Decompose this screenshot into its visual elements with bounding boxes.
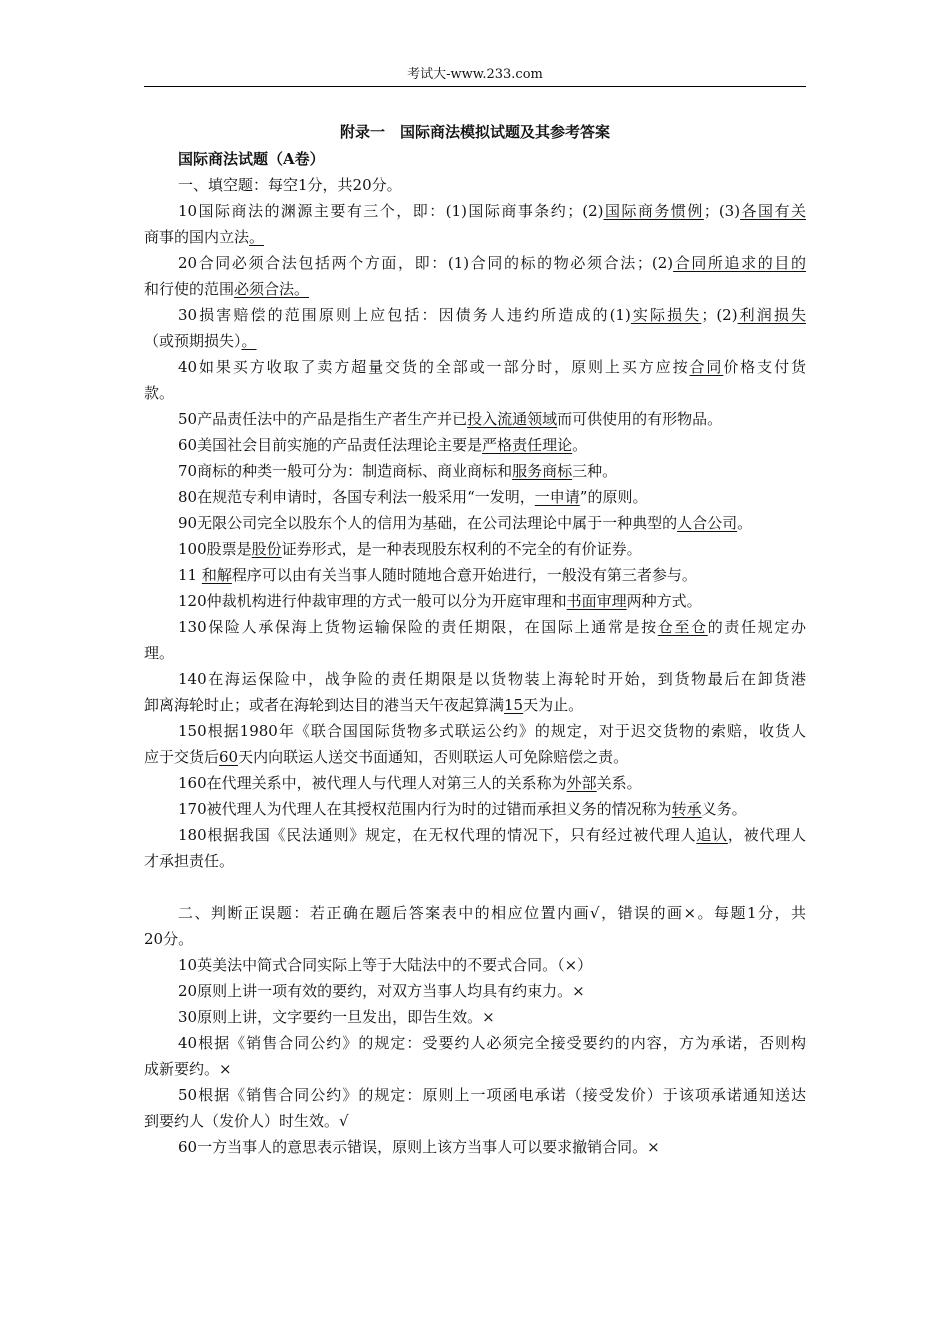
answer-text: 实际损失 xyxy=(630,306,702,324)
question-text: 应于交货后 xyxy=(144,748,220,766)
question-line-1 xyxy=(144,1004,806,1030)
question-text: 关系。 xyxy=(596,774,642,792)
question-line-2 xyxy=(144,224,806,250)
question-item xyxy=(144,484,806,510)
question-text: 天内向联运人送交书面通知，否则联运人可免除赔偿之责。 xyxy=(238,748,629,766)
question-line-1 xyxy=(144,952,806,978)
question-item xyxy=(144,198,806,250)
question-text: 10国际商法的渊源主要有三个，即：(1)国际商事条约；(2) xyxy=(178,202,604,220)
question-text: 40根据《销售合同公约》的规定：受要约人必须完全接受要约的内容，方为承诺，否则构 xyxy=(178,1034,806,1052)
section-1-heading: 一、填空题：每空1分，共20分。 xyxy=(178,176,402,194)
question-line-2 xyxy=(144,328,806,354)
question-line-1 xyxy=(144,796,806,822)
question-item xyxy=(144,510,806,536)
question-text: 130保险人承保海上货物运输保险的责任期限，在国际上通常是按 xyxy=(178,618,658,636)
question-text: 120仲裁机构进行仲裁审理的方式一般可以分为开庭审理和 xyxy=(178,592,567,610)
question-line-2 xyxy=(144,640,806,666)
answer-text: 合同所追求的目的 xyxy=(673,254,806,272)
answer-text: 60 xyxy=(219,748,239,766)
question-line-1 xyxy=(144,562,806,588)
section-2-heading-line-1: 二、判断正误题：若正确在题后答案表中的相应位置内画√，错误的画×。每题1分，共 xyxy=(178,904,806,922)
question-item xyxy=(144,536,806,562)
question-text: 。 xyxy=(572,436,588,454)
question-text: 三种。 xyxy=(572,462,618,480)
question-item xyxy=(144,952,806,978)
exam-subtitle: 国际商法试题（A卷） xyxy=(178,150,325,168)
question-text: 10英美法中简式合同实际上等于大陆法中的不要式合同。（×） xyxy=(178,956,593,974)
question-text: 50根据《销售合同公约》的规定：原则上一项函电承诺（接受发价）于该项承诺通知送达 xyxy=(178,1086,806,1104)
answer-text: 追认 xyxy=(696,826,728,844)
question-text: 60一方当事人的意思表示错误，原则上该方当事人可以要求撤销合同。× xyxy=(178,1138,660,1156)
section-2-heading-line-2: 20分。 xyxy=(144,930,194,948)
question-line-2 xyxy=(144,1108,806,1134)
document-body xyxy=(144,118,806,1160)
header-rule xyxy=(144,86,806,87)
question-text: 140在海运保险中，战争险的责任期限是以货物装上海轮时开始，到货物最后在卸货港 xyxy=(178,670,806,688)
question-line-2 xyxy=(144,276,806,302)
answer-text: 合同 xyxy=(689,358,724,376)
question-line-1 xyxy=(144,666,806,692)
question-text: 20原则上讲一项有效的要约，对双方当事人均具有约束力。× xyxy=(178,982,585,1000)
question-line-1 xyxy=(144,354,806,380)
question-text: 款。 xyxy=(144,384,175,402)
question-item xyxy=(144,796,806,822)
question-line-2 xyxy=(144,380,806,406)
question-text: 30原则上讲，文字要约一旦发出，即告生效。× xyxy=(178,1008,495,1026)
question-text: 天为止。 xyxy=(523,696,584,714)
question-line-2 xyxy=(144,1056,806,1082)
question-text: 程序可以由有关当事人随时随地合意开始进行，一般没有第三者参与。 xyxy=(231,566,697,584)
question-line-1 xyxy=(144,406,806,432)
question-text: 100股票是 xyxy=(178,540,252,558)
answer-text: 人合公司 xyxy=(677,514,738,532)
answer-text: 利润损失 xyxy=(737,306,806,324)
question-item xyxy=(144,822,806,874)
answer-text: 必须合法。 xyxy=(234,280,310,298)
question-text: 60美国社会目前实施的产品责任法理论主要是 xyxy=(178,436,483,454)
question-text: 50产品责任法中的产品是指生产者生产并已 xyxy=(178,410,468,428)
question-item xyxy=(144,614,806,666)
answer-text: 严格责任理论 xyxy=(482,436,573,454)
question-line-1 xyxy=(144,978,806,1004)
question-line-1 xyxy=(144,1030,806,1056)
answer-text: 书面审理 xyxy=(566,592,627,610)
question-line-2 xyxy=(144,692,806,718)
question-line-1 xyxy=(144,1134,806,1160)
question-item xyxy=(144,458,806,484)
question-text: 30损害赔偿的范围原则上应包括：因债务人违约所造成的(1) xyxy=(178,306,631,324)
question-item xyxy=(144,978,806,1004)
question-item xyxy=(144,1004,806,1030)
question-text: 证券形式，是一种表现股东权利的不完全的有价证券。 xyxy=(281,540,642,558)
answer-text: 仓至仓 xyxy=(657,618,708,636)
question-line-1 xyxy=(144,302,806,328)
question-line-1 xyxy=(144,770,806,796)
question-text: 11 xyxy=(178,566,202,584)
question-line-1 xyxy=(144,588,806,614)
question-line-2 xyxy=(144,848,806,874)
question-text: 160在代理关系中，被代理人与代理人对第三人的关系称为 xyxy=(178,774,567,792)
answer-text: 投入流通领域 xyxy=(467,410,558,428)
section-gap xyxy=(144,874,806,900)
question-text: ”的原则。 xyxy=(579,488,648,506)
question-line-1 xyxy=(144,614,806,640)
question-text: 90无限公司完全以股东个人的信用为基础，在公司法理论中属于一种典型的 xyxy=(178,514,678,532)
answer-text: 各国有关 xyxy=(740,202,806,220)
question-text: 。 xyxy=(737,514,753,532)
question-text: 170被代理人为代理人在其授权范围内行为时的过错而承担义务的情况称为 xyxy=(178,800,672,818)
question-text: 到要约人（发价人）时生效。√ xyxy=(144,1112,349,1130)
answer-text: 和解 xyxy=(201,566,232,584)
question-line-2 xyxy=(144,744,806,770)
question-item xyxy=(144,432,806,458)
answer-text: 国际商务惯例 xyxy=(603,202,704,220)
question-item xyxy=(144,562,806,588)
question-text: 而可供使用的有形物品。 xyxy=(557,410,723,428)
answer-text: 一申请 xyxy=(534,488,580,506)
question-item xyxy=(144,1030,806,1082)
question-item xyxy=(144,666,806,718)
question-item xyxy=(144,354,806,406)
question-line-1 xyxy=(144,250,806,276)
question-text: 80在规范专利申请时，各国专利法一般采用“一发明， xyxy=(178,488,535,506)
question-text: 20合同必须合法包括两个方面，即：(1)合同的标的物必须合法；(2) xyxy=(178,254,674,272)
question-text: （或预期损失） xyxy=(144,332,242,350)
question-line-1 xyxy=(144,1082,806,1108)
question-text: 40如果买方收取了卖方超量交货的全部或一部分时，原则上买方应按 xyxy=(178,358,690,376)
question-text: 和行使的范围 xyxy=(144,280,235,298)
question-text: 才承担责任。 xyxy=(144,852,235,870)
question-text: ；(2) xyxy=(701,306,738,324)
question-text: 义务。 xyxy=(701,800,747,818)
answer-text: 服务商标 xyxy=(512,462,573,480)
question-line-1 xyxy=(144,198,806,224)
answer-text: 转承 xyxy=(671,800,702,818)
answer-text: 15 xyxy=(504,696,524,714)
page-header: 考试大-www.233.com xyxy=(407,67,543,82)
question-text: 180根据我国《民法通则》规定，在无权代理的情况下，只有经过被代理人 xyxy=(178,826,697,844)
question-line-1 xyxy=(144,822,806,848)
question-text: 卸离海轮时止；或者在海轮到达目的港当天午夜起算满 xyxy=(144,696,505,714)
question-text: 150根据1980年《联合国国际货物多式联运公约》的规定，对于迟交货物的索赔，收货人 xyxy=(178,722,806,740)
question-line-1 xyxy=(144,432,806,458)
question-text: 的责任规定办 xyxy=(707,618,806,636)
question-line-1 xyxy=(144,484,806,510)
question-item xyxy=(144,250,806,302)
document-title: 附录一 国际商法模拟试题及其参考答案 xyxy=(339,123,610,141)
section-1-items xyxy=(144,198,806,874)
answer-text: 。 xyxy=(241,332,257,350)
question-item xyxy=(144,1134,806,1160)
question-item xyxy=(144,588,806,614)
answer-text: 股份 xyxy=(251,540,282,558)
question-item xyxy=(144,302,806,354)
question-item xyxy=(144,1082,806,1134)
question-line-1 xyxy=(144,458,806,484)
answer-text: 。 xyxy=(249,228,265,246)
question-text: 成新要约。× xyxy=(144,1060,232,1078)
question-line-1 xyxy=(144,536,806,562)
answer-text: 外部 xyxy=(566,774,597,792)
question-item xyxy=(144,718,806,770)
section-2-items xyxy=(144,952,806,1160)
question-item xyxy=(144,406,806,432)
question-item xyxy=(144,770,806,796)
question-text: 价格支付货 xyxy=(723,358,806,376)
question-text: 两种方式。 xyxy=(626,592,702,610)
question-text: 70商标的种类一般可分为：制造商标、商业商标和 xyxy=(178,462,513,480)
question-line-1 xyxy=(144,510,806,536)
question-text: 商事的国内立法 xyxy=(144,228,250,246)
question-text: ；(3) xyxy=(703,202,741,220)
question-text: ，被代理人 xyxy=(727,826,806,844)
question-line-1 xyxy=(144,718,806,744)
question-text: 理。 xyxy=(144,644,175,662)
